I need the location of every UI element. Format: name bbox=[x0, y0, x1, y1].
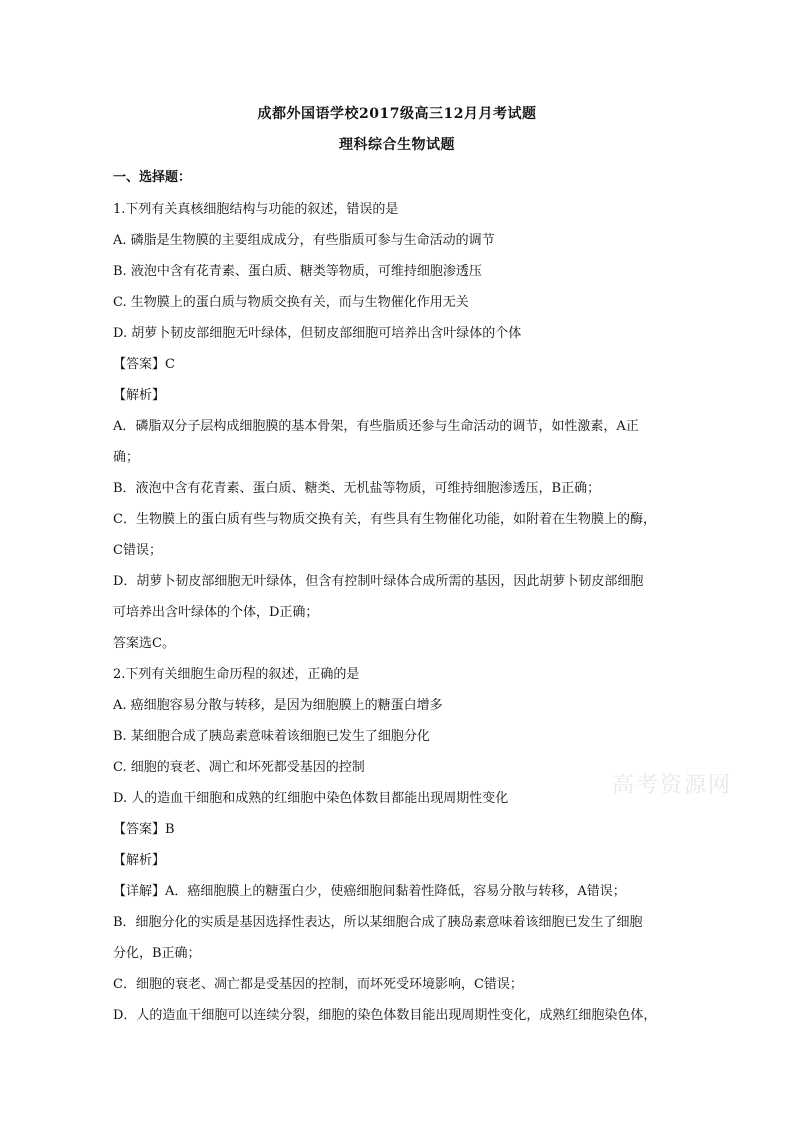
question-1-analysis-line: 可培养出含叶绿体的个体，D正确； bbox=[113, 605, 319, 620]
question-1-analysis-line: 答案选C。 bbox=[113, 636, 175, 651]
question-2-option-c: C. 细胞的衰老、凋亡和坏死都受基因的控制 bbox=[113, 760, 365, 775]
question-2-analysis-line: C．细胞的衰老、凋亡都是受基因的控制，而坏死受环境影响，C错误； bbox=[113, 977, 523, 992]
question-1-stem: 1.下列有关真核细胞结构与功能的叙述，错误的是 bbox=[113, 202, 399, 217]
question-2-analysis-line: D．人的造血干细胞可以连续分裂，细胞的染色体数目能出现周期性变化，成熟红细胞染色体， bbox=[113, 1008, 657, 1023]
question-1-option-b: B. 液泡中含有花青素、蛋白质、糖类等物质，可维持细胞渗透压 bbox=[113, 264, 482, 279]
question-2-analysis-line: 分化，B正确； bbox=[113, 946, 201, 961]
question-2-analysis-line: 【详解】A．癌细胞膜上的糖蛋白少，使癌细胞间黏着性降低，容易分散与转移，A错误； bbox=[113, 884, 626, 899]
question-1-option-c: C. 生物膜上的蛋白质与物质交换有关，而与生物催化作用无关 bbox=[113, 295, 469, 310]
exam-subtitle: 理科综合生物试题 bbox=[339, 137, 455, 153]
question-1-analysis-line: B．液泡中含有花青素、蛋白质、糖类、无机盐等物质，可维持细胞渗透压，B正确； bbox=[113, 481, 601, 496]
question-2-option-a: A. 癌细胞容易分散与转移，是因为细胞膜上的糖蛋白增多 bbox=[113, 698, 443, 713]
question-1-analysis-line: D．胡萝卜韧皮部细胞无叶绿体，但含有控制叶绿体合成所需的基因，因此胡萝卜韧皮部细胞 bbox=[113, 574, 644, 589]
question-2-stem: 2.下列有关细胞生命历程的叙述，正确的是 bbox=[113, 667, 360, 682]
question-1-analysis-line: C．生物膜上的蛋白质有些与物质交换有关，有些具有生物催化功能，如附着在生物膜上的酶， bbox=[113, 512, 656, 527]
question-1-analysis-line: A．磷脂双分子层构成细胞膜的基本骨架，有些脂质还参与生命活动的调节，如性激素，A正 bbox=[113, 419, 639, 434]
question-1-option-d: D. 胡萝卜韧皮部细胞无叶绿体，但韧皮部细胞可培养出含叶绿体的个体 bbox=[113, 326, 522, 341]
question-2-option-b: B. 某细胞合成了胰岛素意味着该细胞已发生了细胞分化 bbox=[113, 729, 430, 744]
exam-title: 成都外国语学校2017级高三12月月考试题 bbox=[257, 106, 537, 122]
question-2-analysis-label: 【解析】 bbox=[113, 853, 166, 868]
question-1-answer: 【答案】C bbox=[113, 357, 175, 372]
question-2-option-d: D. 人的造血干细胞和成熟的红细胞中染色体数目都能出现周期性变化 bbox=[113, 791, 509, 806]
question-2-answer: 【答案】B bbox=[113, 822, 175, 837]
question-1-analysis-line: 确； bbox=[113, 450, 140, 465]
question-1-analysis-line: C错误； bbox=[113, 543, 162, 558]
watermark-text: 高考资源网 bbox=[612, 773, 733, 798]
question-2-analysis-line: B．细胞分化的实质是基因选择性表达，所以某细胞合成了胰岛素意味着该细胞已发生了细胞 bbox=[113, 915, 643, 930]
section-heading: 一、选择题： bbox=[113, 170, 192, 185]
question-1-analysis-label: 【解析】 bbox=[113, 388, 166, 403]
question-1-option-a: A. 磷脂是生物膜的主要组成成分，有些脂质可参与生命活动的调节 bbox=[113, 233, 495, 248]
